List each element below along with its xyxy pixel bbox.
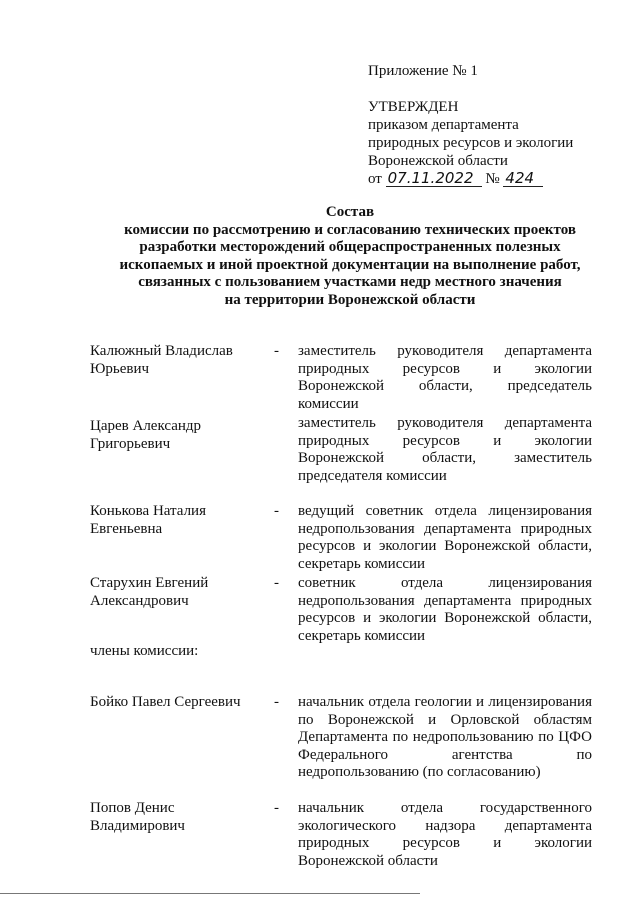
member-name: Бойко Павел Сергеевич bbox=[90, 694, 241, 710]
member-row bbox=[90, 575, 592, 643]
member-name: Царев Александр Григорьевич bbox=[90, 418, 202, 452]
member-role: ведущий советник отдела лицензирования недропользования департамента природных ресурсов и экологии Воронежской области, секретарь комиссии bbox=[298, 503, 592, 572]
member-role: советник отдела лицензирования недропользования департамента природных ресурсов и экологии Воронежской области, секретарь комиссии bbox=[298, 575, 592, 644]
title-line-5: связанных с пользованием участками недр местного значения bbox=[138, 274, 562, 290]
title-line-2: комиссии по рассмотрению и согласованию технических проектов bbox=[124, 221, 576, 238]
member-name: Старухин Евгений Александрович bbox=[90, 575, 209, 609]
document-title bbox=[90, 204, 610, 309]
member-dash: - bbox=[274, 503, 279, 519]
title-line-6: на территории Воронежской области bbox=[224, 291, 476, 308]
approved-heading: УТВЕРЖДЕН bbox=[368, 99, 459, 115]
title-line-4: ископаемых и иной проектной документации на выполнение работ, bbox=[119, 256, 581, 273]
number-prefix: № bbox=[485, 171, 500, 187]
date-prefix: от bbox=[368, 171, 382, 187]
member-role: начальник отдела геологии и лицензирования по Воронежской и Орловской областям Департамента по недропользованию по ЦФО Федерального агентства по недропользованию (по согласованию) bbox=[298, 694, 592, 780]
member-list bbox=[90, 343, 592, 872]
appendix-number: Приложение № 1 bbox=[368, 63, 478, 79]
title-line-3: разработки месторождений общераспространенных полезных bbox=[139, 239, 561, 255]
members-section-label: члены комиссии: bbox=[90, 643, 199, 659]
member-dash: - bbox=[274, 694, 279, 710]
approval-block bbox=[368, 62, 618, 188]
member-role: начальник отдела государственного экологического надзора департамента природных ресурсов и экологии Воронежской области bbox=[298, 800, 592, 869]
footer-divider bbox=[0, 893, 420, 894]
member-row bbox=[90, 503, 592, 575]
member-dash: - bbox=[274, 343, 279, 359]
handwritten-number: 424 bbox=[503, 170, 543, 187]
member-name: Конькова Наталия Евгеньевна bbox=[90, 503, 206, 537]
member-row bbox=[90, 800, 592, 872]
approval-line-2: природных ресурсов и экологии bbox=[368, 135, 574, 151]
member-role: заместитель руководителя департамента природных ресурсов и экологии Воронежской области, председатель комиссии bbox=[298, 343, 592, 412]
member-row bbox=[90, 415, 592, 503]
member-row bbox=[90, 343, 592, 415]
member-role: заместитель руководителя департамента природных ресурсов и экологии Воронежской области, заместитель председателя комиссии bbox=[298, 415, 592, 484]
approval-line-3: Воронежской области bbox=[368, 153, 508, 169]
member-dash: - bbox=[274, 800, 279, 816]
title-line-1: Состав bbox=[325, 204, 375, 220]
handwritten-date: 07.11.2022 bbox=[386, 170, 482, 187]
member-dash: - bbox=[274, 575, 279, 591]
approval-line-1: приказом департамента bbox=[368, 117, 519, 133]
member-name: Попов Денис Владимирович bbox=[90, 800, 185, 834]
approval-date-line bbox=[368, 170, 618, 188]
member-row bbox=[90, 694, 592, 800]
member-name: Калюжный Владислав Юрьевич bbox=[90, 343, 233, 377]
